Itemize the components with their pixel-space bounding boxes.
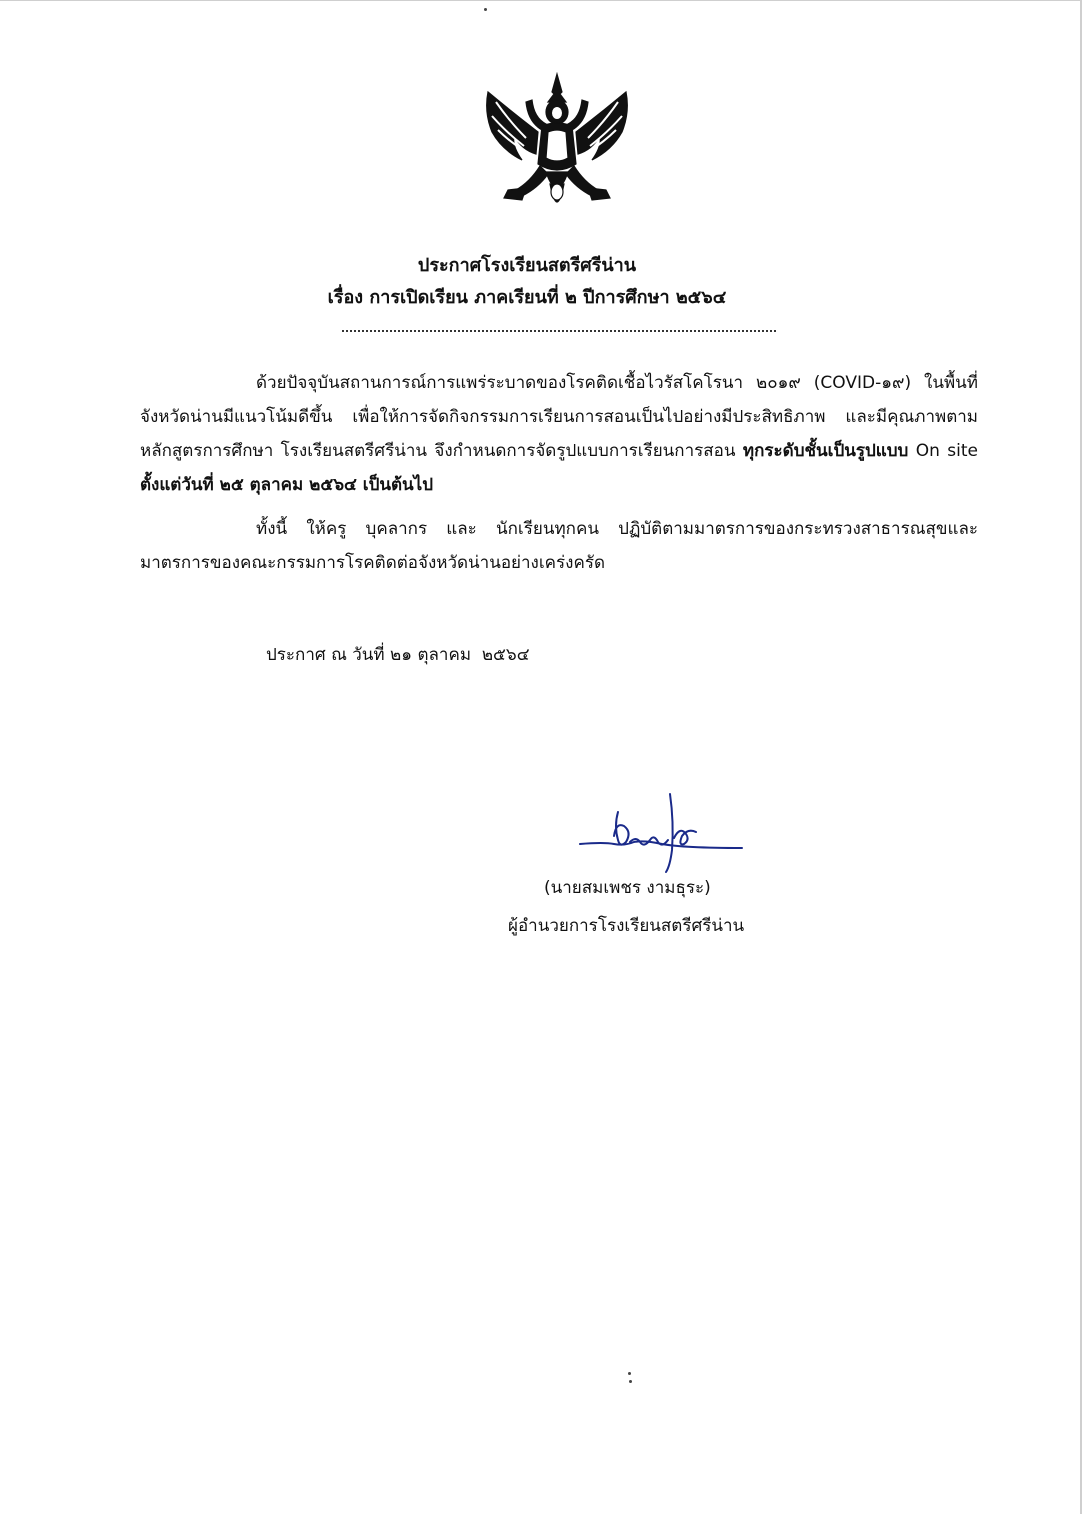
paragraph-1-text: ด้วยปัจจุบันสถานการณ์การแพร่ระบาดของโรคติดเชื้อไวรัสโคโรนา ๒๐๑๙ (COVID-๑๙) ในพื้นที่จังหวัดน่านมีแนวโน้มดีขึ้น เพื่อให้การจัดกิจกรรมการเรียนการสอนเป็นไปอย่างมีประสิทธิภาพ และมีคุณภาพตามหลักสูตรการศึกษา โรงเรียนสตรีศรีน่าน จึงกำหนดการจัดรูปแบบการเรียนการสอน <box>140 373 978 461</box>
paragraph-1-emphasis-1: ทุกระดับชั้นเป็นรูปแบบ <box>742 441 909 461</box>
signer-position: ผู้อำนวยการโรงเรียนสตรีศรีน่าน <box>508 916 745 936</box>
announcement-title: ประกาศโรงเรียนสตรีศรีน่าน <box>417 255 637 276</box>
body-paragraph-1 <box>140 366 978 502</box>
paragraph-1-emphasis-2: ตั้งแต่วันที่ ๒๕ ตุลาคม ๒๕๖๔ เป็นต้นไป <box>140 475 433 495</box>
signer-name: (นายสมเพชร งามธุระ) <box>544 878 711 898</box>
announcement-date: ประกาศ ณ วันที่ ๒๑ ตุลาคม ๒๕๖๔ <box>266 645 530 665</box>
scan-dust <box>628 1372 631 1375</box>
scan-dust <box>484 8 487 11</box>
paragraph-1-text-2: On site <box>908 441 978 461</box>
announcement-subject: เรื่อง การเปิดเรียน ภาคเรียนที่ ๒ ปีการศึกษา ๒๕๖๔ <box>327 287 727 308</box>
scan-edge-top <box>0 0 1082 1</box>
scan-dust <box>629 1380 632 1383</box>
garuda-emblem-icon <box>482 72 632 222</box>
body-paragraph-2: ทั้งนี้ ให้ครู บุคลากร และ นักเรียนทุกคน ปฏิบัติตามมาตรการของกระทรวงสาธารณสุขและมาตรการของคณะกรรมการโรคติดต่อจังหวัดน่านอย่างเคร่งครัด <box>140 519 978 573</box>
handwritten-signature <box>574 792 746 876</box>
dotted-divider <box>342 330 776 332</box>
